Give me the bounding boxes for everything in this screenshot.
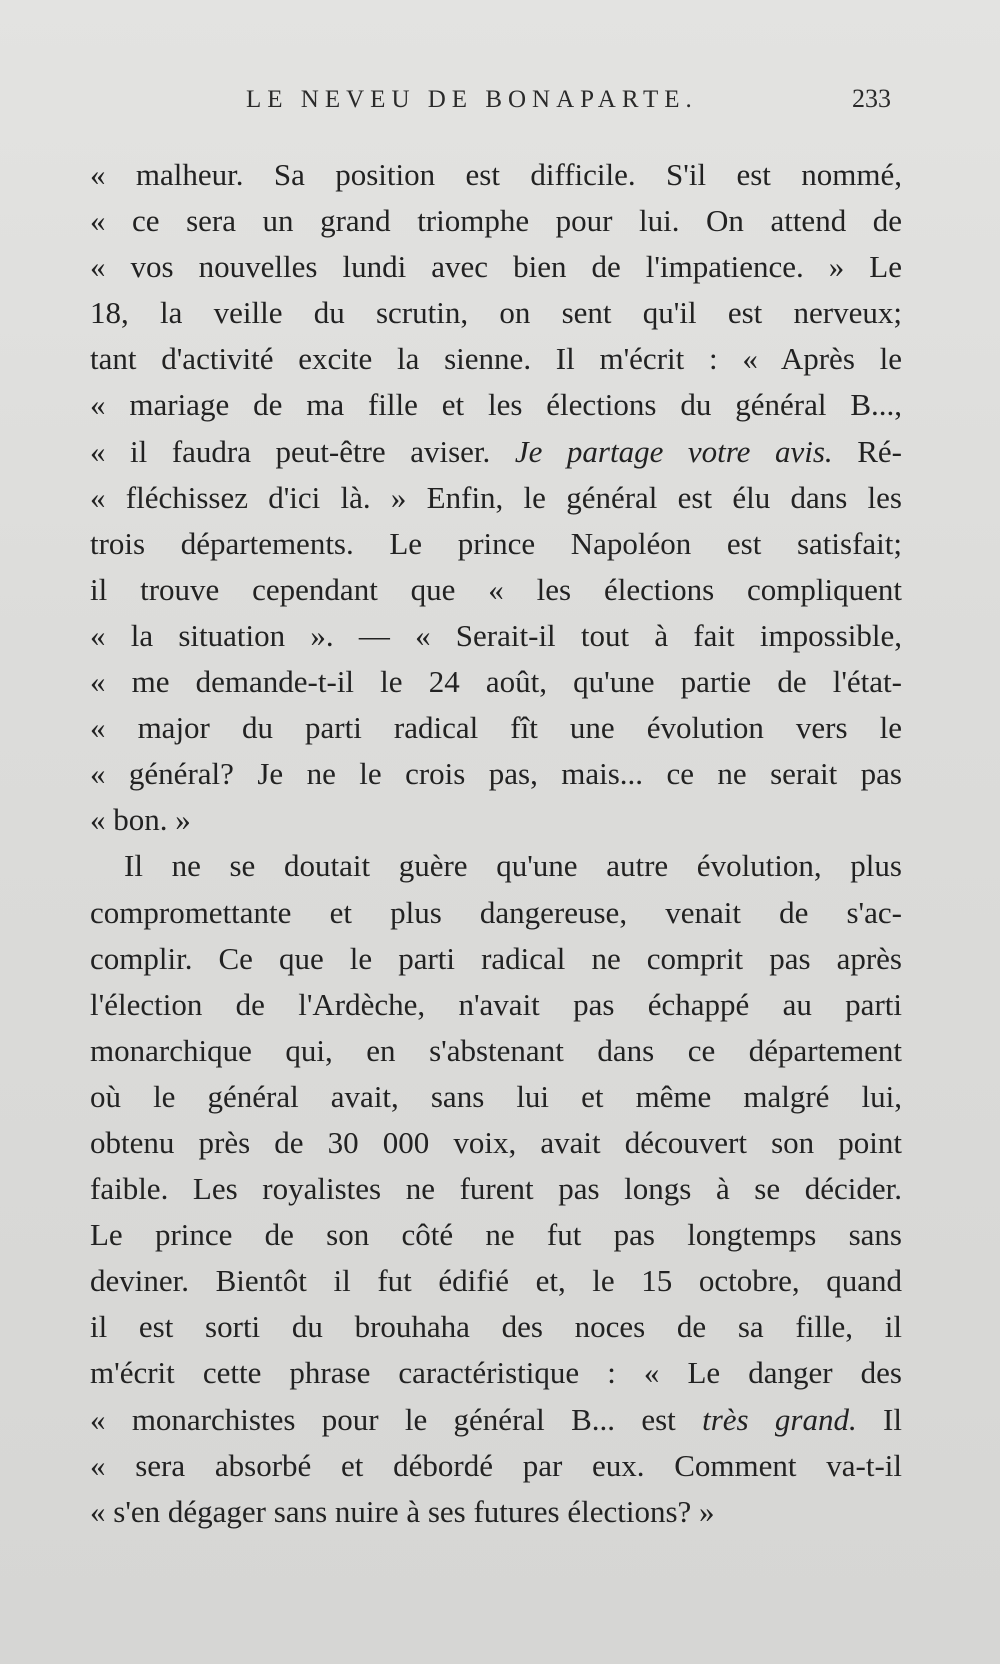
text-segment: « monarchistes pour le général B... est xyxy=(90,1401,703,1437)
text-line: « la situation ». — « Serait-il tout à fait impossible, xyxy=(90,617,902,653)
running-title: LE NEVEU DE BONAPARTE. xyxy=(246,86,698,113)
text-line: il est sorti du brouhaha des noces de sa fille, il xyxy=(90,1309,902,1345)
text-line: Il ne se doutait guère qu'une autre évolution, plus xyxy=(124,848,902,884)
text-line: m'écrit cette phrase caractéristique : « Le danger des xyxy=(90,1355,902,1391)
text-line: « fléchissez d'ici là. » Enfin, le général est élu dans les xyxy=(90,479,902,515)
text-line: compromettante et plus dangereuse, venait de s'ac- xyxy=(90,894,902,930)
paragraph-2 xyxy=(90,843,902,1534)
text-line: « bon. » xyxy=(90,802,191,838)
text-segment: « il faudra peut-être aviser. xyxy=(90,433,515,469)
text-line: tant d'activité excite la sienne. Il m'écrit : « Après le xyxy=(90,341,902,377)
text-segment: Il xyxy=(856,1401,902,1437)
text-line: « sera absorbé et débordé par eux. Comment va-t-il xyxy=(90,1447,902,1483)
page-header xyxy=(0,84,1000,124)
text-line: « malheur. Sa position est difficile. S'il est nommé, xyxy=(90,157,902,192)
text-line: « vos nouvelles lundi avec bien de l'impatience. » Le xyxy=(90,249,902,285)
text-line: « mariage de ma fille et les élections du général B..., xyxy=(90,387,902,423)
text-line: 18, la veille du scrutin, on sent qu'il est nerveux; xyxy=(90,295,902,331)
text-line: « s'en dégager sans nuire à ses futures élections? » xyxy=(90,1493,715,1529)
text-line: trois départements. Le prince Napoléon est satisfait; xyxy=(90,525,902,561)
paragraph-1 xyxy=(90,152,902,843)
text-line: l'élection de l'Ardèche, n'avait pas échappé au parti xyxy=(90,986,902,1022)
text-line: obtenu près de 30 000 voix, avait découvert son point xyxy=(90,1124,902,1160)
text-line: monarchique qui, en s'abstenant dans ce département xyxy=(90,1032,902,1068)
text-line-with-italic xyxy=(90,1397,902,1443)
text-line: Le prince de son côté ne fut pas longtemps sans xyxy=(90,1217,902,1253)
text-line: faible. Les royalistes ne furent pas longs à se décider. xyxy=(90,1171,902,1207)
page-number: 233 xyxy=(852,84,891,113)
text-line-with-italic xyxy=(90,429,902,475)
text-line: « ce sera un grand triomphe pour lui. On attend de xyxy=(90,203,902,239)
text-line: « général? Je ne le crois pas, mais... ce ne serait pas xyxy=(90,756,902,792)
italic-emphasis: très grand. xyxy=(702,1401,857,1437)
text-line: il trouve cependant que « les élections compliquent xyxy=(90,571,902,607)
text-line: « me demande-t-il le 24 août, qu'une partie de l'état- xyxy=(90,664,902,700)
text-segment: Ré- xyxy=(832,433,902,469)
text-line: où le général avait, sans lui et même malgré lui, xyxy=(90,1078,902,1114)
text-line: « major du parti radical fît une évolution vers le xyxy=(90,710,902,746)
text-line: deviner. Bientôt il fut édifié et, le 15 octobre, quand xyxy=(90,1263,902,1299)
text-line: complir. Ce que le parti radical ne comprit pas après xyxy=(90,940,902,976)
italic-emphasis: Je partage votre avis. xyxy=(514,433,833,469)
body-text xyxy=(90,152,902,1535)
